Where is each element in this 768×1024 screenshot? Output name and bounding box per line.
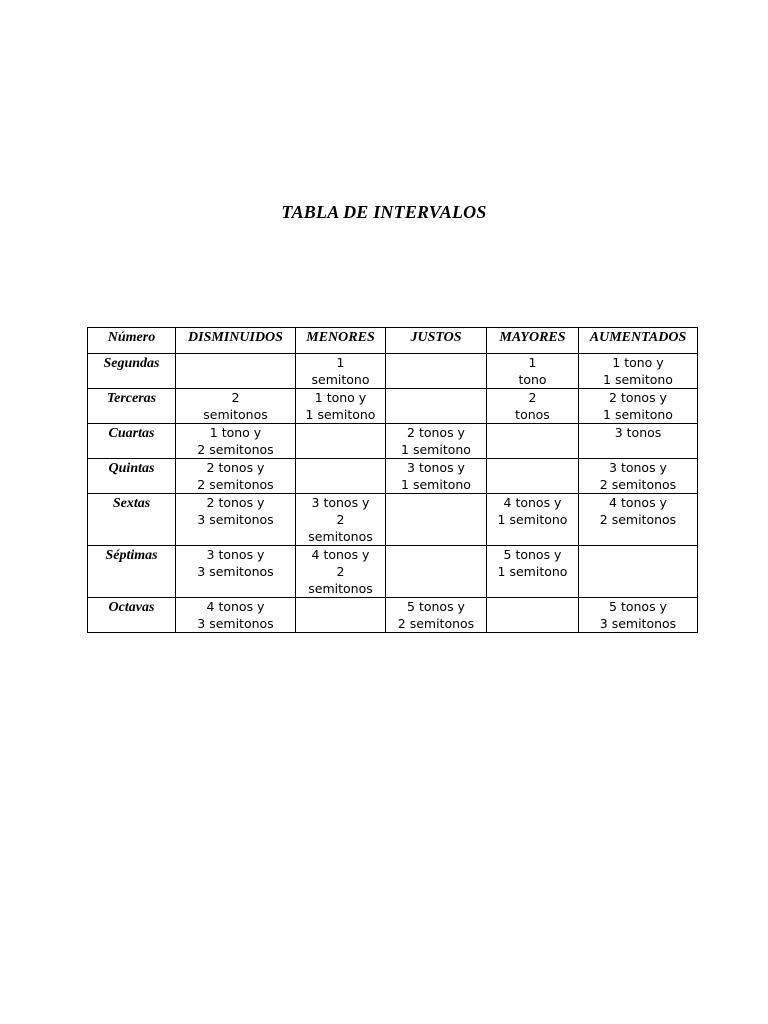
row-label: Sextas [88, 494, 176, 546]
table-cell: 4 tonos y 2 semitonos [579, 494, 698, 546]
table-cell: 1 semitono [296, 354, 386, 389]
table-row [88, 354, 698, 389]
page-title: TABLA DE INTERVALOS [281, 202, 487, 222]
table-cell: 2 tonos y 2 semitonos [176, 459, 296, 494]
table-cell: 3 tonos [579, 424, 698, 459]
table-cell: 1 tono y 1 semitono [296, 389, 386, 424]
table-header-row [88, 328, 698, 354]
row-label: Terceras [88, 389, 176, 424]
table-cell: 3 tonos y 2 semitonos [579, 459, 698, 494]
table-cell: 4 tonos y 2 semitonos [296, 546, 386, 598]
table-row [88, 598, 698, 633]
table-cell [487, 598, 579, 633]
row-label: Octavas [88, 598, 176, 633]
table-cell [487, 459, 579, 494]
table-cell [296, 459, 386, 494]
table-cell [386, 494, 487, 546]
header-aumentados: AUMENTADOS [579, 328, 698, 354]
header-disminuidos: DISMINUIDOS [176, 328, 296, 354]
table-cell: 5 tonos y 2 semitonos [386, 598, 487, 633]
table-cell: 2 tonos y 3 semitonos [176, 494, 296, 546]
table-cell [579, 546, 698, 598]
table-cell [176, 354, 296, 389]
table-cell: 2 tonos y 1 semitono [386, 424, 487, 459]
table-cell: 1 tono y 2 semitonos [176, 424, 296, 459]
table-cell [487, 424, 579, 459]
table-cell: 3 tonos y 1 semitono [386, 459, 487, 494]
intervals-table [87, 327, 698, 633]
table-cell: 1 tono [487, 354, 579, 389]
header-menores: MENORES [296, 328, 386, 354]
row-label: Segundas [88, 354, 176, 389]
table-cell [386, 546, 487, 598]
table-cell: 2 tonos y 1 semitono [579, 389, 698, 424]
table-cell: 4 tonos y 1 semitono [487, 494, 579, 546]
row-label: Séptimas [88, 546, 176, 598]
table-cell [296, 424, 386, 459]
table-row [88, 424, 698, 459]
table-row [88, 494, 698, 546]
table-cell: 2 semitonos [176, 389, 296, 424]
table-cell: 5 tonos y 1 semitono [487, 546, 579, 598]
table-cell: 5 tonos y 3 semitonos [579, 598, 698, 633]
table-cell: 1 tono y 1 semitono [579, 354, 698, 389]
table-row [88, 459, 698, 494]
table-cell [386, 354, 487, 389]
table-cell [296, 598, 386, 633]
header-mayores: MAYORES [487, 328, 579, 354]
table-cell: 4 tonos y 3 semitonos [176, 598, 296, 633]
header-justos: JUSTOS [386, 328, 487, 354]
table-cell [386, 389, 487, 424]
table-row [88, 389, 698, 424]
table-cell: 2 tonos [487, 389, 579, 424]
row-label: Cuartas [88, 424, 176, 459]
table-row [88, 546, 698, 598]
row-label: Quintas [88, 459, 176, 494]
table-cell: 3 tonos y 2 semitonos [296, 494, 386, 546]
table-cell: 3 tonos y 3 semitonos [176, 546, 296, 598]
header-numero: Número [88, 328, 176, 354]
